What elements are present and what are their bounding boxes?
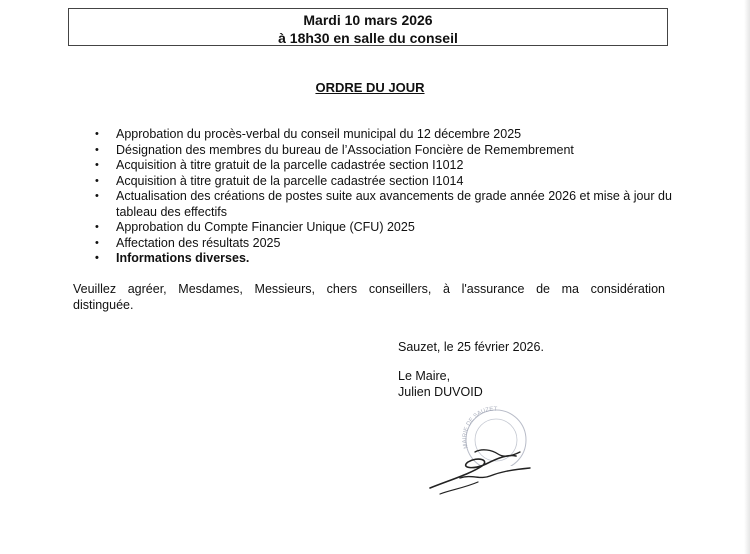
meeting-date-box [68, 8, 668, 46]
agenda-item: • Acquisition à titre gratuit de la parcelle cadastrée section I1012 [95, 158, 675, 174]
meeting-date: Mardi 10 mars 2026 [303, 12, 433, 28]
agenda-item: • Approbation du procès-verbal du conseil municipal du 12 décembre 2025 [95, 127, 675, 143]
agenda-title: ORDRE DU JOUR [315, 80, 425, 95]
closing-paragraph [73, 282, 665, 313]
agenda-item: • Acquisition à titre gratuit de la parcelle cadastrée section I1014 [95, 174, 675, 190]
closing-line-1: Veuillez agréer, Mesdames, Messieurs, chers conseillers, à l'assurance de ma considération [73, 282, 665, 296]
place-and-date: Sauzet, le 25 février 2026. [398, 340, 544, 354]
signatory-name: Julien DUVOID [398, 384, 483, 399]
agenda-item: • Affectation des résultats 2025 [95, 236, 675, 252]
signatory-role: Le Maire, [398, 369, 451, 383]
signatory [398, 369, 483, 400]
agenda-item: • Approbation du Compte Financier Unique (CFU) 2025 [95, 220, 675, 236]
stamp-text: MAIRIE DE SAUZET [462, 406, 498, 450]
closing-line-2: distinguée. [73, 297, 134, 312]
agenda-item: • Informations diverses. [95, 251, 675, 267]
meeting-location: à 18h30 en salle du conseil [278, 30, 458, 46]
agenda-item: • Désignation des membres du bureau de l’Association Foncière de Remembrement [95, 143, 675, 159]
agenda-item: • Actualisation des créations de postes suite aux avancements de grade année 2026 et mise à jour du tableau des effectifs [95, 189, 675, 220]
agenda-list [95, 127, 675, 267]
handwritten-signature [420, 430, 550, 505]
